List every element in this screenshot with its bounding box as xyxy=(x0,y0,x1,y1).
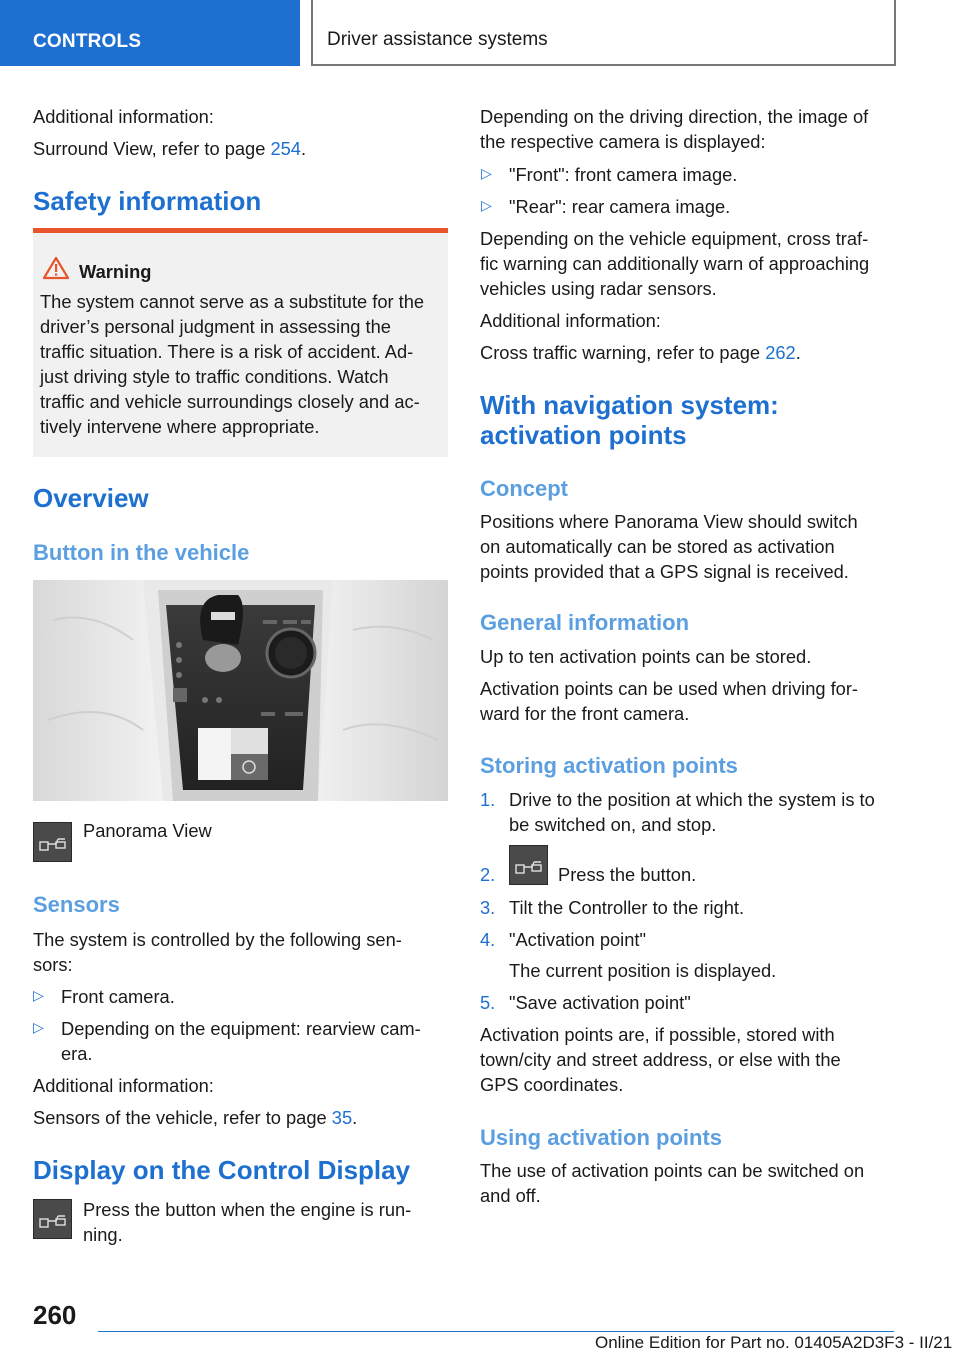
direction-text-2: the respective camera is displayed: xyxy=(480,131,766,152)
concept-line-2: on automatically can be stored as activation xyxy=(480,536,835,557)
footer-divider xyxy=(98,1331,894,1332)
panorama-view-caption: Panorama View xyxy=(83,820,212,841)
triangle-bullet-icon: ▷ xyxy=(481,165,492,181)
general-text-3: ward for the front camera. xyxy=(480,703,690,724)
panorama-view-icon xyxy=(34,1200,71,1238)
sensors-text-1: The system is controlled by the following sen- xyxy=(33,929,402,950)
edition-text: Online Edition for Part no. 01405A2D3F3 - II/21 xyxy=(595,1333,953,1352)
page-link-262[interactable]: 262 xyxy=(765,342,796,363)
step-number: 2. xyxy=(480,864,496,885)
general-text-1: Up to ten activation points can be stored. xyxy=(480,646,812,667)
concept-line-1: Positions where Panorama View should switch xyxy=(480,511,858,532)
sensors-reference: Sensors of the vehicle, refer to page 35. xyxy=(33,1107,358,1128)
sensors-text-2: sors: xyxy=(33,954,73,975)
warning-triangle-icon xyxy=(43,256,69,280)
page-link-35[interactable]: 35 xyxy=(331,1107,353,1128)
warning-title: Warning xyxy=(79,261,152,282)
sensors-additional-label: Additional information: xyxy=(33,1075,214,1096)
warning-box xyxy=(33,228,448,457)
step-number: 3. xyxy=(480,897,496,918)
cross-additional-label: Additional information: xyxy=(480,310,661,331)
panorama-view-button-icon-2 xyxy=(33,1199,72,1239)
safety-heading: Safety information xyxy=(33,186,262,216)
sensors-heading: Sensors xyxy=(33,892,120,917)
panorama-view-button-icon-3 xyxy=(509,845,548,885)
cross-reference: Cross traffic warning, refer to page 262. xyxy=(480,342,801,363)
step-3-text: Tilt the Controller to the right. xyxy=(509,897,745,918)
stored-line-3: GPS coordinates. xyxy=(480,1074,624,1095)
concept-line-3: points provided that a GPS signal is received. xyxy=(480,561,849,582)
nav-heading-line-2: activation points xyxy=(480,420,687,450)
intro-reference: Surround View, refer to page 254. xyxy=(33,138,307,159)
nav-heading-line-1: With navigation system: xyxy=(480,390,779,420)
cross-text-3: vehicles using radar sensors. xyxy=(480,278,717,299)
step-5-text: "Save activation point" xyxy=(509,992,691,1013)
cross-text-2: fic warning can additionally warn of approaching xyxy=(480,253,870,274)
page-number: 260 xyxy=(33,1300,77,1330)
step-number: 5. xyxy=(480,992,496,1013)
display-text-2: ning. xyxy=(83,1224,123,1245)
panorama-view-icon xyxy=(34,823,71,861)
cross-text-1: Depending on the vehicle equipment, cross traf- xyxy=(480,228,869,249)
display-heading: Display on the Control Display xyxy=(33,1155,411,1185)
sensors-item-1: Front camera. xyxy=(61,986,175,1007)
triangle-bullet-icon: ▷ xyxy=(33,987,44,1003)
step-2-text: Press the button. xyxy=(558,864,697,885)
step-1-line-1: Drive to the position at which the system is to xyxy=(509,789,875,810)
storing-heading: Storing activation points xyxy=(480,753,738,778)
intro-label: Additional information: xyxy=(33,106,214,127)
stored-line-2: town/city and street address, or else with the xyxy=(480,1049,841,1070)
warning-text: The system cannot serve as a substitute for the driver’s personal judgment in assessing the traffic situation. There is a risk of accident. Ad- just driving style to traffic conditions. Watch traffic and vehicle surroundings closely and ac- tively intervene where appropriate. xyxy=(40,291,425,437)
step-1-line-2: be switched on, and stop. xyxy=(509,814,717,835)
overview-heading: Overview xyxy=(33,483,149,513)
general-info-heading: General information xyxy=(480,610,690,635)
panorama-view-button-icon xyxy=(33,822,72,862)
direction-text-1: Depending on the driving direction, the image of xyxy=(480,106,869,127)
step-number: 1. xyxy=(480,789,496,810)
panorama-view-icon xyxy=(510,846,547,884)
using-text-1: The use of activation points can be switched on xyxy=(480,1160,865,1181)
button-in-vehicle-heading: Button in the vehicle xyxy=(33,540,250,565)
concept-heading: Concept xyxy=(480,476,568,501)
step-number: 4. xyxy=(480,929,496,950)
page-header xyxy=(0,0,960,66)
direction-item-rear: "Rear": rear camera image. xyxy=(509,196,731,217)
center-console-photo xyxy=(33,580,448,801)
sensors-item-2-cont: era. xyxy=(61,1043,93,1064)
sensors-item-2: Depending on the equipment: rearview cam- xyxy=(61,1018,421,1039)
section-tab: CONTROLS xyxy=(0,0,300,66)
direction-item-front: "Front": front camera image. xyxy=(509,164,738,185)
intro-ref-text: Surround View, refer to page xyxy=(33,138,271,159)
page-link-254[interactable]: 254 xyxy=(270,138,301,159)
triangle-bullet-icon: ▷ xyxy=(481,197,492,213)
step-4-line-1: "Activation point" xyxy=(509,929,646,950)
general-text-2: Activation points can be used when driving for- xyxy=(480,678,859,699)
triangle-bullet-icon: ▷ xyxy=(33,1019,44,1035)
step-4-line-2: The current position is displayed. xyxy=(509,960,777,981)
using-heading: Using activation points xyxy=(480,1125,723,1150)
center-console-illustration xyxy=(33,580,448,801)
display-text-1: Press the button when the engine is run- xyxy=(83,1199,412,1220)
stored-line-1: Activation points are, if possible, stored with xyxy=(480,1024,835,1045)
chapter-title: Driver assistance systems xyxy=(311,0,896,66)
using-text-2: and off. xyxy=(480,1185,541,1206)
